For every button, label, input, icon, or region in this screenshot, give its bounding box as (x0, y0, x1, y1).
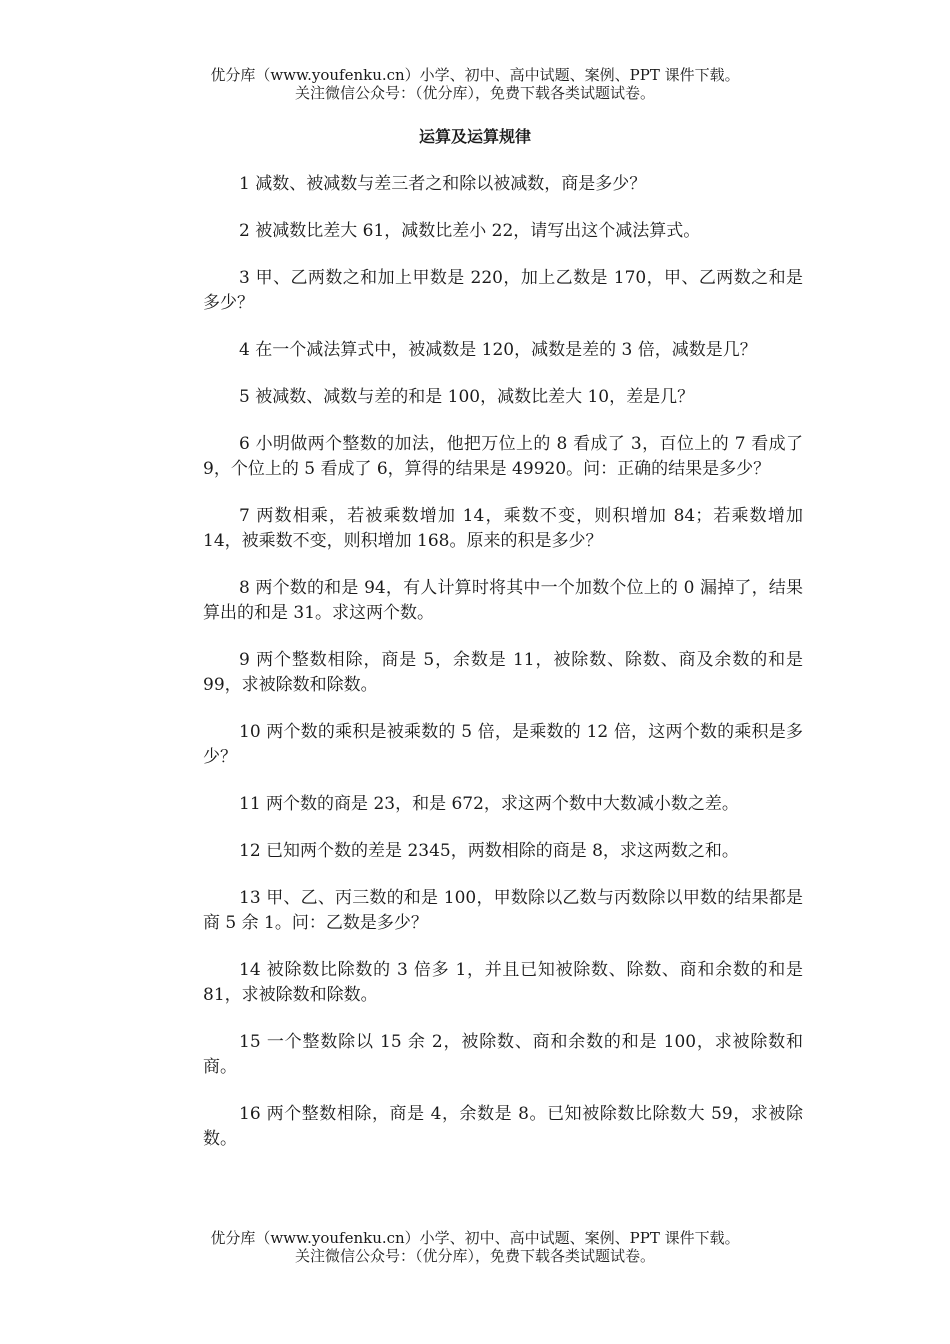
question-7: 7 两数相乘，若被乘数增加 14，乘数不变，则积增加 84；若乘数增加 14，被乘数不变，则积增加 168。原来的积是多少？ (203, 506, 803, 551)
question-10: 10 两个数的乘积是被乘数的 5 倍，是乘数的 12 倍，这两个数的乘积是多少？ (203, 722, 803, 767)
header-line-1: 优分库（www.youfenku.cn）小学、初中、高中试题、案例、PPT 课件下载。 (210, 66, 740, 84)
question-list (203, 172, 803, 1174)
header-line-2: 关注微信公众号：（优分库），免费下载各类试题试卷。 (294, 84, 655, 102)
question-4: 4 在一个减法算式中，被减数是 120，减数是差的 3 倍，减数是几？ (239, 340, 757, 360)
question-1: 1 减数、被减数与差三者之和除以被减数，商是多少？ (239, 174, 647, 194)
document-title: 运算及运算规律 (418, 127, 531, 146)
question-6: 6 小明做两个整数的加法，他把万位上的 8 看成了 3，百位上的 7 看成了 9，个位上的 5 看成了 6，算得的结果是 49920。问：正确的结果是多少？ (203, 434, 803, 479)
footer-line-2: 关注微信公众号：（优分库），免费下载各类试题试卷。 (294, 1247, 655, 1265)
footer-line-1: 优分库（www.youfenku.cn）小学、初中、高中试题、案例、PPT 课件下载。 (210, 1229, 740, 1247)
question-13: 13 甲、乙、丙三数的和是 100，甲数除以乙数与丙数除以甲数的结果都是商 5 余 1。问：乙数是多少？ (203, 888, 803, 933)
question-16: 16 两个整数相除，商是 4，余数是 8。已知被除数比除数大 59，求被除数。 (203, 1104, 803, 1149)
page-header (0, 66, 950, 102)
page-footer (0, 1229, 950, 1265)
question-12: 12 已知两个数的差是 2345，两数相除的商是 8，求这两数之和。 (239, 841, 739, 861)
question-2: 2 被减数比差大 61，减数比差小 22，请写出这个减法算式。 (239, 221, 701, 241)
question-8: 8 两个数的和是 94，有人计算时将其中一个加数个位上的 0 漏掉了，结果算出的和是 31。求这两个数。 (203, 578, 803, 623)
question-5: 5 被减数、减数与差的和是 100，减数比差大 10，差是几？ (239, 387, 695, 407)
question-11: 11 两个数的商是 23，和是 672，求这两个数中大数减小数之差。 (239, 794, 739, 814)
question-15: 15 一个整数除以 15 余 2，被除数、商和余数的和是 100，求被除数和商。 (203, 1032, 803, 1077)
question-3: 3 甲、乙两数之和加上甲数是 220，加上乙数是 170，甲、乙两数之和是多少？ (203, 268, 803, 313)
question-14: 14 被除数比除数的 3 倍多 1，并且已知被除数、除数、商和余数的和是 81，求被除数和除数。 (203, 960, 803, 1005)
question-9: 9 两个整数相除，商是 5，余数是 11，被除数、除数、商及余数的和是 99，求被除数和除数。 (203, 650, 803, 695)
